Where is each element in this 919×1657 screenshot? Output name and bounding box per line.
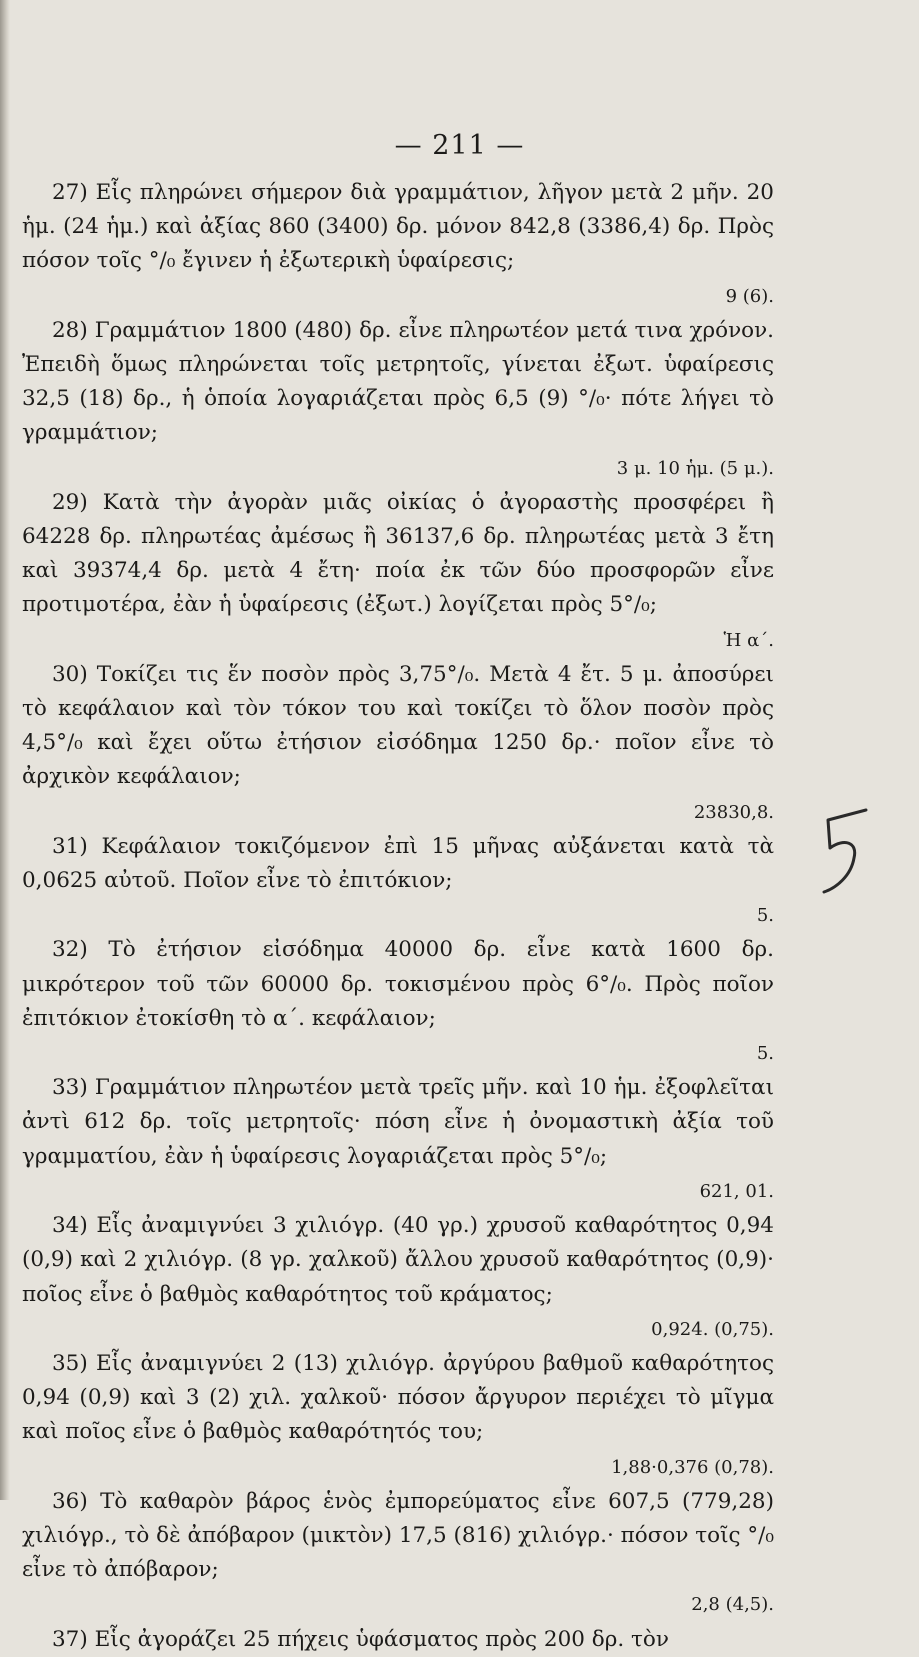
problem-text: 30) Τοκίζει τις ἕν ποσὸν πρὸς 3,75°/₀. Μετὰ 4 ἔτ. 5 μ. ἀποσύρει τὸ κεφάλαιον καὶ τὸν τόκον του καὶ τοκίζει τὸ ὅλον ποσὸν πρὸς 4,5°/₀ καὶ ἔχει οὕτω ἐτήσιον εἰσόδημα 1250 δρ.· ποῖον εἶνε τὸ ἀρχικὸν κεφάλαιον;: [22, 661, 774, 790]
problem-text: 33) Γραμμάτιον πληρωτέον μετὰ τρεῖς μῆν. καὶ 10 ἡμ. ἐξοφλεῖται ἀντὶ 612 δρ. τοῖς μετρητοῖς· πόση εἶνε ἡ ὀνομαστικὴ ἀξία τοῦ γραμματίου, ἐὰν ἡ ὑφαίρεσις λογαριάζεται πρὸς 5°/₀;: [22, 1075, 774, 1169]
problem-31: [22, 830, 774, 934]
problem-27: [22, 176, 774, 314]
problem-text: 28) Γραμμάτιον 1800 (480) δρ. εἶνε πληρωτέον μετά τινα χρόνον. Ἐπειδὴ ὅμως πληρώνεται τοῖς μετρητοῖς, γίνεται ἐξωτ. ὑφαίρεσις 32,5 (18) δρ., ἡ ὁποία λογαριάζεται πρὸς 6,5 (9) °/₀· πότε λήγει τὸ γραμμάτιον;: [22, 317, 774, 446]
problem-30: [22, 658, 774, 830]
problem-text: 34) Εἷς ἀναμιγνύει 3 χιλιόγρ. (40 γρ.) χρυσοῦ καθαρότητος 0,94 (0,9) καὶ 2 χιλιόγρ. (8 γρ. χαλκοῦ) ἄλλου χρυσοῦ καθαρότητος (0,9)· ποῖος εἶνε ὁ βαθμὸς καθαρότητος τοῦ κράματος;: [22, 1213, 774, 1307]
page-number: — 211 —: [394, 130, 525, 161]
problem-32: [22, 933, 774, 1071]
problem-text: 32) Τὸ ἐτήσιον εἰσόδημα 40000 δρ. εἶνε κατὰ 1600 δρ. μικρότερον τοῦ τῶν 60000 δρ. τοκισμένου πρὸς 6°/₀. Πρὸς ποῖον ἐπιτόκιον ἐτοκίσθη τὸ α΄. κεφάλαιον;: [22, 937, 774, 1031]
page-spine-shadow: [0, 0, 10, 1500]
problem-answer: 3 μ. 10 ἡμ. (5 μ.).: [616, 457, 774, 479]
problem-answer: 23830,8.: [693, 801, 774, 823]
problem-text: 27) Εἷς πληρώνει σήμερον διὰ γραμμάτιον, λῆγον μετὰ 2 μῆν. 20 ἡμ. (24 ἡμ.) καὶ ἀξίας 860 (3400) δρ. μόνον 842,8 (3386,4) δρ. Πρὸς πόσον τοῖς °/₀ ἔγινεν ἡ ἐξωτερικὴ ὑφαίρεσις;: [22, 180, 774, 274]
problem-text: 37) Εἷς ἀγοράζει 25 πήχεις ὑφάσματος πρὸς 200 δρ. τὸν: [52, 1626, 669, 1652]
handwritten-margin-note-5: [814, 800, 874, 900]
problem-answer: 9 (6).: [725, 285, 774, 307]
problem-text: 35) Εἷς ἀναμιγνύει 2 (13) χιλιόγρ. ἀργύρου βαθμοῦ καθαρότητος 0,94 (0,9) καὶ 3 (2) χιλ. χαλκοῦ· πόσον ἄργυρον περιέχει τὸ μῖγμα καὶ ποῖος εἶνε ὁ βαθμὸς καθαρότητός του;: [22, 1350, 774, 1445]
problem-35: [22, 1347, 774, 1485]
problem-29: [22, 486, 774, 658]
problem-answer: 5.: [756, 905, 774, 927]
problem-36: [22, 1485, 774, 1623]
problem-answer: 2,8 (4,5).: [691, 1594, 774, 1616]
problem-37: [22, 1623, 774, 1657]
problem-answer: Ἡ α΄.: [723, 629, 774, 651]
problem-text: 31) Κεφάλαιον τοκιζόμενον ἐπὶ 15 μῆνας αὐξάνεται κατὰ τὰ 0,0625 αὐτοῦ. Ποῖον εἶνε τὸ ἐπιτόκιον;: [22, 833, 774, 894]
problem-text: 29) Κατὰ τὴν ἀγορὰν μιᾶς οἰκίας ὁ ἀγοραστὴς προσφέρει ἢ 64228 δρ. πληρωτέας ἀμέσως ἢ 36137,6 δρ. πληρωτέας μετὰ 3 ἔτη καὶ 39374,4 δρ. μετὰ 4 ἔτη· ποία ἐκ τῶν δύο προσφορῶν εἶνε προτιμοτέρα, ἐὰν ἡ ὑφαίρεσις (ἐξωτ.) λογίζεται πρὸς 5°/₀;: [22, 489, 774, 618]
problem-list: [22, 176, 774, 1657]
problem-33: [22, 1071, 774, 1209]
problem-28: [22, 314, 774, 486]
problem-answer: 621, 01.: [699, 1180, 774, 1202]
problem-34: [22, 1209, 774, 1347]
problem-text: 36) Τὸ καθαρὸν βάρος ἑνὸς ἐμπορεύματος εἶνε 607,5 (779,28) χιλιόγρ., τὸ δὲ ἀπόβαρον (μικτὸν) 17,5 (816) χιλιόγρ.· πόσον τοῖς °/₀ εἶνε τὸ ἀπόβαρον;: [22, 1488, 774, 1583]
problem-answer: 0,924. (0,75).: [651, 1318, 774, 1340]
problem-answer: 5.: [756, 1043, 774, 1065]
problem-answer: 1,88·0,376 (0,78).: [611, 1456, 774, 1478]
